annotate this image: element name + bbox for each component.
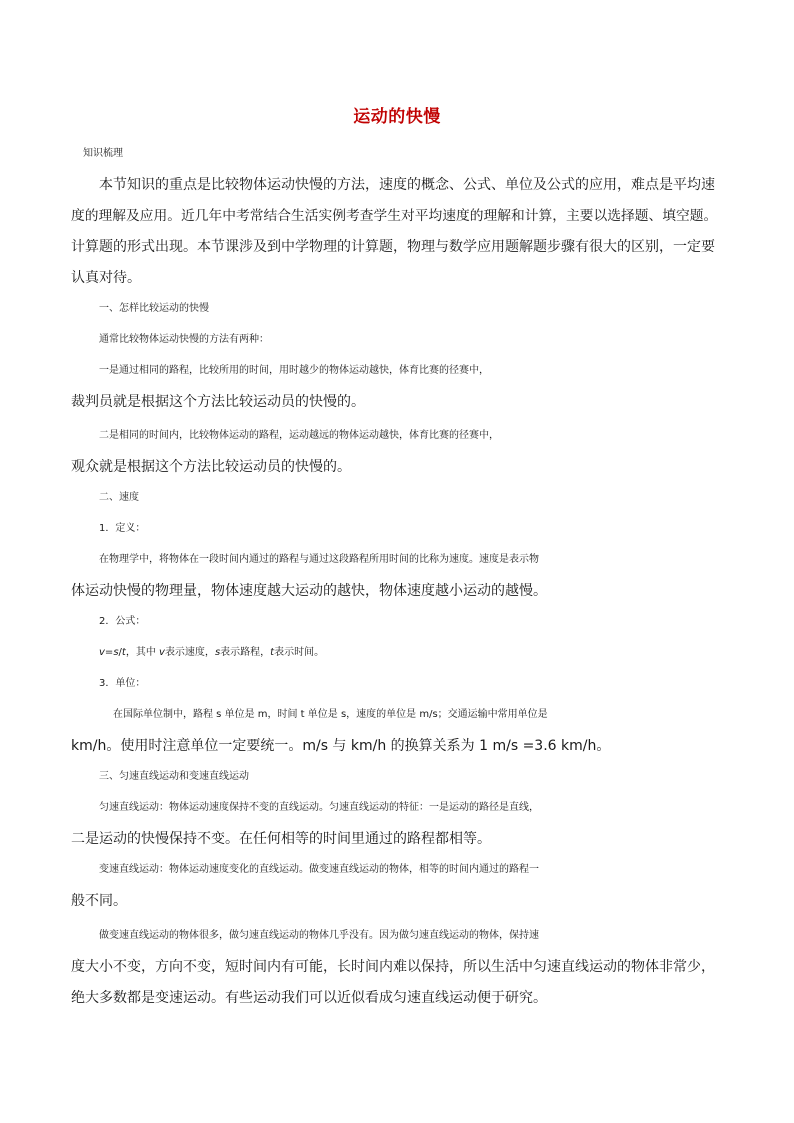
document-title: 运动的快慢 xyxy=(353,107,441,127)
uniform-line-1: 匀速直线运动：物体运动速度保持不变的直线运动。匀速直线运动的特征：一是运动的路径是直线， xyxy=(99,802,539,813)
method1-line-1: 一是通过相同的路程，比较所用的时间，用时越少的物体运动越快，体育比赛的径赛中， xyxy=(99,365,489,376)
summary-line-3: 绝大多数都是变速运动。有些运动我们可以近似看成匀速直线运动便于研究。 xyxy=(71,990,547,1006)
document-page xyxy=(71,0,723,1123)
unit-label: 3．单位： xyxy=(99,678,146,689)
formula-var-t: t xyxy=(121,647,126,658)
formula-text-2: 表示速度， xyxy=(164,647,215,658)
part1-heading: 一、怎样比较运动的快慢 xyxy=(99,303,209,314)
formula-var-t2: t xyxy=(270,647,275,658)
formula-var-s: s xyxy=(113,647,119,658)
intro-line-2: 度的理解及应用。近几年中考常结合生活实例考查学生对平均速度的理解和计算，主要以选择题、填空题。 xyxy=(71,208,718,224)
formula-text-1: ，其中 xyxy=(125,647,160,658)
summary-line-1: 做变速直线运动的物体很多，做匀速直线运动的物体几乎没有。因为做匀速直线运动的物体，保持速 xyxy=(99,930,539,941)
definition-label: 1．定义： xyxy=(99,523,146,534)
method1-line-2: 裁判员就是根据这个方法比较运动员的快慢的。 xyxy=(71,394,365,410)
formula-equals: = xyxy=(104,647,114,658)
summary-line-2: 度大小不变，方向不变，短时间内有可能，长时间内难以保持，所以生活中匀速直线运动的物体非常少， xyxy=(71,959,715,975)
formula-var-v2: v xyxy=(159,647,165,658)
section-heading: 知识梳理 xyxy=(83,148,123,159)
definition-line-1: 在物理学中，将物体在一段时间内通过的路程与通过这段路程所用时间的比称为速度。速度是表示物 xyxy=(99,554,539,565)
part2-heading: 二、速度 xyxy=(99,492,139,503)
method2-line-1: 二是相同的时间内，比较物体运动的路程，运动越远的物体运动越快，体育比赛的径赛中， xyxy=(99,430,499,441)
part1-lead: 通常比较物体运动快慢的方法有两种： xyxy=(99,334,269,345)
formula-text-4: 表示时间。 xyxy=(274,647,325,658)
formula-slash: / xyxy=(118,647,122,658)
formula-var-v: v xyxy=(99,647,105,658)
unit-line-2: km/h。使用时注意单位一定要统一。m/s 与 km/h 的换算关系为 1 m/s =3.6 km/h。 xyxy=(71,738,611,754)
formula-text-3: 表示路程， xyxy=(220,647,271,658)
definition-line-2: 体运动快慢的物理量，物体速度越大运动的越快，物体速度越小运动的越慢。 xyxy=(71,583,547,599)
intro-line-3: 计算题的形式出现。本节课涉及到中学物理的计算题，物理与数学应用题解题步骤有很大的区别，一定要 xyxy=(71,239,715,255)
formula-var-s2: s xyxy=(214,647,221,658)
formula-line xyxy=(99,643,751,663)
uniform-line-2: 二是运动的快慢保持不变。在任何相等的时间里通过的路程都相等。 xyxy=(71,831,491,847)
method2-line-2: 观众就是根据这个方法比较运动员的快慢的。 xyxy=(71,459,351,475)
intro-line-4: 认真对待。 xyxy=(71,270,141,286)
intro-line-1: 本节知识的重点是比较物体运动快慢的方法，速度的概念、公式、单位及公式的应用，难点是平均速 xyxy=(99,177,715,193)
formula-label: 2．公式： xyxy=(99,616,146,627)
unit-line-1: 在国际单位制中，路程 s 单位是 m，时间 t 单位是 s，速度的单位是 m/s；交通运输中常用单位是 xyxy=(113,709,548,720)
variable-line-1: 变速直线运动：物体运动速度变化的直线运动。做变速直线运动的物体，相等的时间内通过的路程一 xyxy=(99,864,539,875)
part3-heading: 三、匀速直线运动和变速直线运动 xyxy=(99,771,249,782)
variable-line-2: 般不同。 xyxy=(71,893,127,909)
